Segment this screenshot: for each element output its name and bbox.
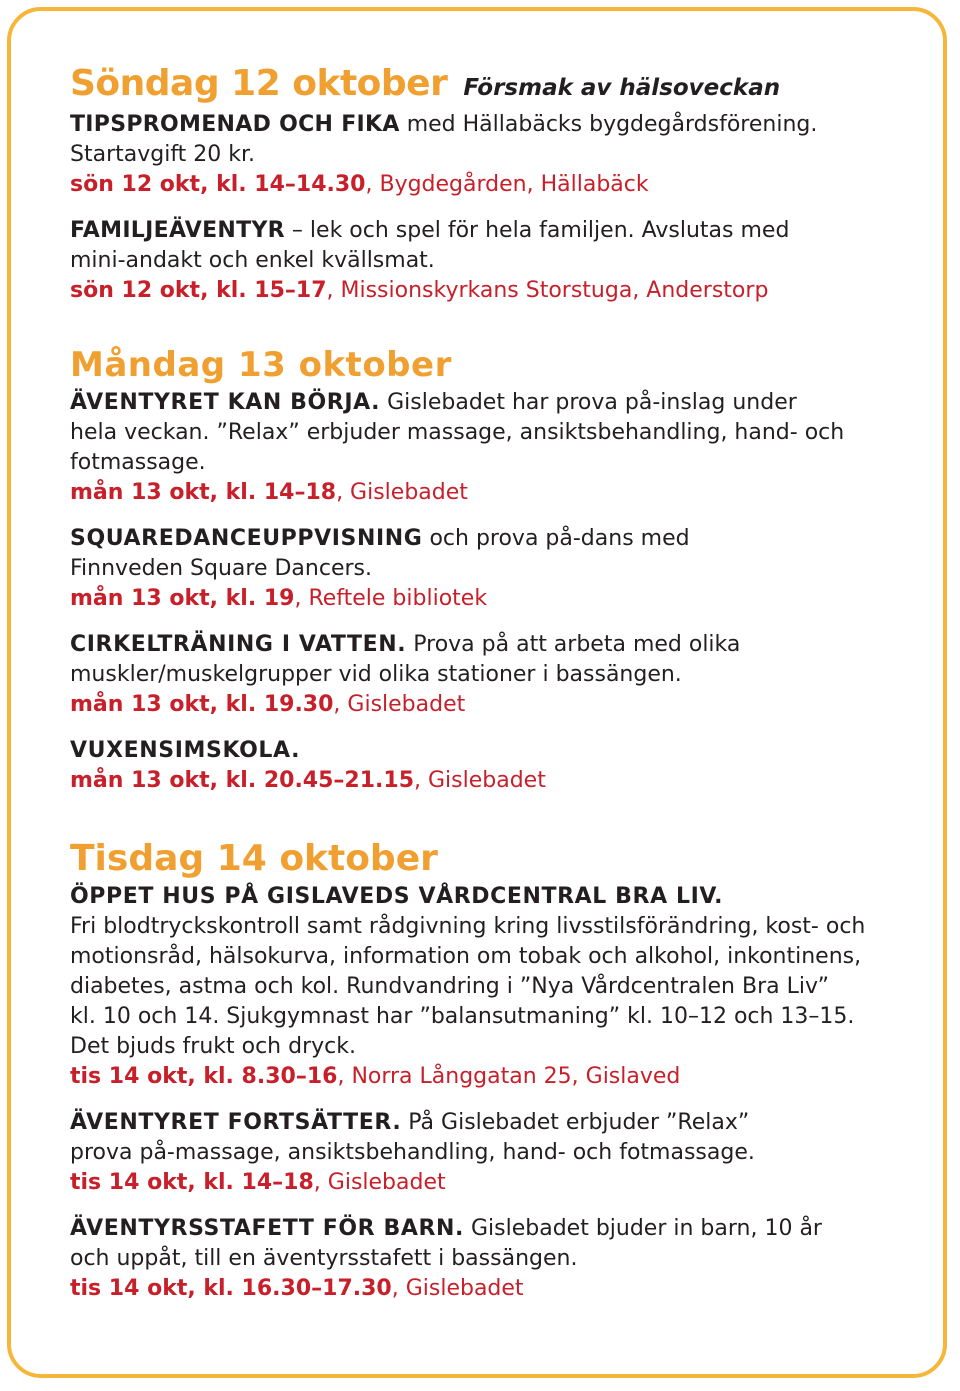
event-time: mån 13 okt, kl. 19, Reftele bibliotek	[70, 586, 488, 611]
event-title: ÄVENTYRSSTAFETT FÖR BARN.	[70, 1216, 464, 1241]
event-title: SQUAREDANCEUPPVISNING	[70, 526, 423, 551]
day-subheading: Försmak av hälsoveckan	[463, 75, 781, 101]
event-title: ÄVENTYRET FORTSÄTTER.	[70, 1110, 402, 1135]
event-oppet-hus: ÖPPET HUS PÅ GISLAVEDS VÅRDCENTRAL BRA LIV. Fri blodtryckskontroll samt rådgivning kring livsstilsförändring, kost- och motionsråd, hälsokurva, information om tobak och alkohol, inkontinens, diabetes, astma och kol. Rundvandring i ”Nya Vårdcentralen Bra Liv” kl. 10 och 14. Sjukgymnast har ”balansutmaning” kl. 10–12 och 13–15. Det bjuds frukt och dryck. tis 14 okt, kl. 8.30–16, Norra Långgatan 25, Gislaved	[70, 882, 900, 1092]
day-heading-mandag: Måndag 13 oktober	[70, 345, 452, 385]
day-heading-tisdag: Tisdag 14 oktober	[70, 838, 438, 879]
event-time: tis 14 okt, kl. 16.30–17.30, Gislebadet	[70, 1276, 524, 1301]
event-title: VUXENSIMSKOLA.	[70, 738, 301, 763]
event-tipspromenad: TIPSPROMENAD OCH FIKA med Hällabäcks bygdegårdsförening. Startavgift 20 kr. sön 12 okt, kl. 14–14.30, Bygdegården, Hällabäck	[70, 110, 900, 200]
event-time: sön 12 okt, kl. 15–17, Missionskyrkans Storstuga, Anderstorp	[70, 278, 769, 303]
event-title: CIRKELTRÄNING I VATTEN.	[70, 632, 407, 657]
event-aventyret-fortsatter: ÄVENTYRET FORTSÄTTER. På Gislebadet erbjuder ”Relax” prova på-massage, ansiktsbehandling, hand- och fotmassage. tis 14 okt, kl. 14–18, Gislebadet	[70, 1108, 900, 1198]
event-time: tis 14 okt, kl. 14–18, Gislebadet	[70, 1170, 446, 1195]
event-time: mån 13 okt, kl. 20.45–21.15, Gislebadet	[70, 768, 546, 793]
event-aventyret-kan-borja: ÄVENTYRET KAN BÖRJA. Gislebadet har prova på-inslag under hela veckan. ”Relax” erbjuder massage, ansiktsbehandling, hand- och fotmassage. mån 13 okt, kl. 14–18, Gislebadet	[70, 388, 900, 508]
event-title: FAMILJEÄVENTYR	[70, 218, 285, 243]
event-time: sön 12 okt, kl. 14–14.30, Bygdegården, Hällabäck	[70, 172, 649, 197]
event-title: ÖPPET HUS PÅ GISLAVEDS VÅRDCENTRAL BRA LIV.	[70, 884, 724, 909]
event-familjeaventyr: FAMILJEÄVENTYR – lek och spel för hela familjen. Avslutas med mini-andakt och enkel kvällsmat. sön 12 okt, kl. 15–17, Missionskyrkans Storstuga, Anderstorp	[70, 216, 900, 306]
event-title: ÄVENTYRET KAN BÖRJA.	[70, 390, 381, 415]
event-title: TIPSPROMENAD OCH FIKA	[70, 112, 400, 137]
event-time: mån 13 okt, kl. 14–18, Gislebadet	[70, 480, 468, 505]
event-vuxensimskola	[70, 736, 900, 796]
event-squaredance: SQUAREDANCEUPPVISNING och prova på-dans med Finnveden Square Dancers. mån 13 okt, kl. 19, Reftele bibliotek	[70, 524, 900, 614]
event-time: tis 14 okt, kl. 8.30–16, Norra Långgatan 25, Gislaved	[70, 1064, 681, 1089]
event-cirkeltraning: CIRKELTRÄNING I VATTEN. Prova på att arbeta med olika muskler/muskelgrupper vid olika stationer i bassängen. mån 13 okt, kl. 19.30, Gislebadet	[70, 630, 900, 720]
schedule	[70, 62, 900, 1304]
day-heading-sondag: Söndag 12 oktober Försmak av hälsoveckan	[70, 63, 781, 104]
event-aventyrsstafett: ÄVENTYRSSTAFETT FÖR BARN. Gislebadet bjuder in barn, 10 år och uppåt, till en äventyrsstafett i bassängen. tis 14 okt, kl. 16.30–17.30, Gislebadet	[70, 1214, 900, 1304]
event-time: mån 13 okt, kl. 19.30, Gislebadet	[70, 692, 466, 717]
